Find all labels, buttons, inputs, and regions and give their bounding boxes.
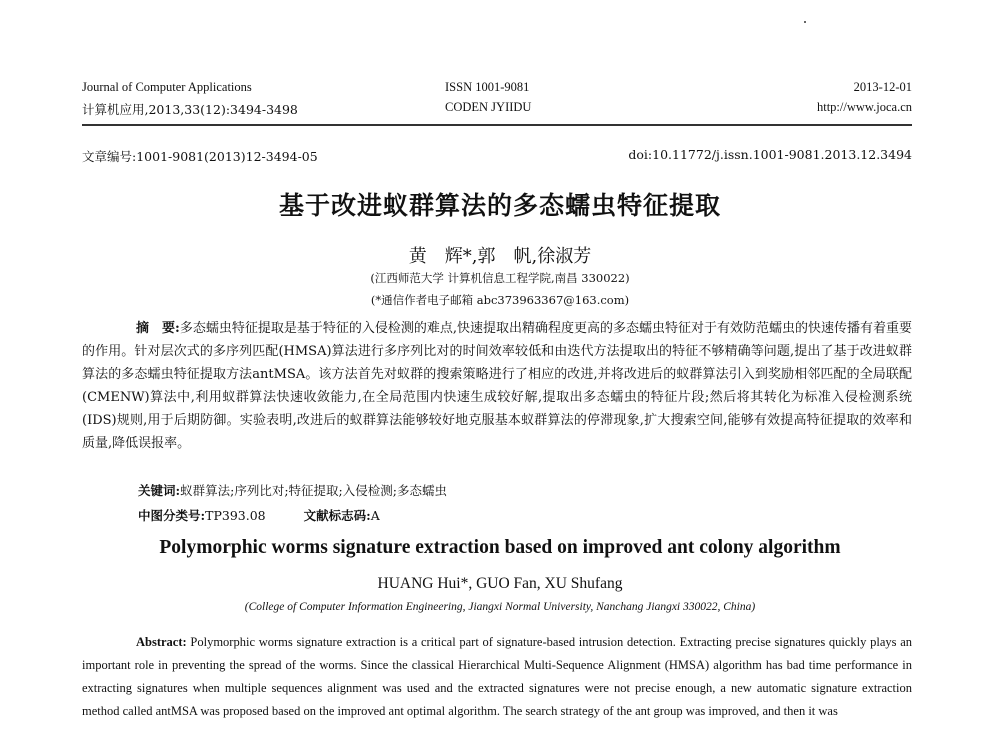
- authors-zh: 黄 辉*,郭 帆,徐淑芳: [408, 246, 592, 267]
- corresponding-email-zh: (*通信作者电子邮箱 abc373963367@163.com): [370, 293, 630, 307]
- affiliation-en: (College of Computer Information Engineering, Jiangxi Normal University, Nanchang Jiangxi 330022, China): [244, 601, 756, 613]
- classification-zh: [138, 506, 380, 524]
- scan-speck: [804, 21, 806, 23]
- doi: doi:10.11772/j.issn.1001-9081.2013.12.3494: [628, 147, 912, 162]
- abstract-en: [82, 631, 912, 723]
- abstract-zh-text: 多态蠕虫特征提取是基于特征的入侵检测的难点,快速提取出精确程度更高的多态蠕虫特征对于有效防范蠕虫的快速传播有着重要的作用。针对层次式的多序列匹配(HMSA)算法进行多序列比对的时间效率较低和由迭代方法提取出的特征不够精确等问题,提出了基于改进蚁群算法的多态蠕虫特征提取方法antMSA。该方法首先对蚁群的搜索策略进行了相应的改进,并将改进后的蚁群算法引入到奖励相邻匹配的全局联配(CMENW)算法中,利用蚁群算法快速收敛能力,在全局范围内快速生成较好解,提取出多态蠕虫的特征片段;然后将其转化为标准入侵检测系统(IDS)规则,用于后期防御。实验表明,改进后的蚁群算法能够较好地克服基本蚁群算法的停滞现象,扩大搜索空间,能够有效提高特征提取的效率和质量,降低误报率。: [82, 321, 912, 451]
- affiliation-zh: (江西师范大学 计算机信息工程学院,南昌 330022): [370, 271, 630, 285]
- keywords-zh-text: 蚁群算法;序列比对;特征提取;入侵检测;多态蠕虫: [180, 483, 447, 498]
- title-zh: 基于改进蚁群算法的多态蠕虫特征提取: [278, 191, 721, 220]
- keywords-zh: [138, 481, 447, 499]
- keywords-zh-label: 关键词:: [138, 483, 181, 498]
- pub-date: 2013-12-01: [853, 80, 912, 94]
- doc-code-label: 文献标志码:: [303, 508, 371, 523]
- header-rule: [82, 124, 912, 126]
- journal-citation-zh: 计算机应用,2013,33(12):3494-3498: [82, 102, 298, 117]
- abstract-en-text: Polymorphic worms signature extraction is a critical part of signature-based intrusion detection. Extracting precise signatures quickly plays an important role in preventing the spread of the worms. Since the classical Hierarchical Multi-Sequence Alignment (HMSA) algorithm has bad time performance in extracting signatures when multiple sequences alignment was used and the extracted signatures were not precise enough, a new automatic signature extraction method called antMSA was proposed based on the improved ant optimal algorithm. The search strategy of the ant group was improved, and then it was: [82, 635, 912, 718]
- authors-en: HUANG Hui*, GUO Fan, XU Shufang: [377, 575, 623, 592]
- issn: ISSN 1001-9081: [445, 80, 530, 94]
- title-en: Polymorphic worms signature extraction based on improved ant colony algorithm: [159, 537, 841, 558]
- coden: CODEN JYIIDU: [445, 100, 532, 114]
- journal-name-en: Journal of Computer Applications: [82, 80, 252, 94]
- abstract-zh: [82, 317, 912, 455]
- doc-code-value: A: [370, 508, 380, 523]
- journal-url: http://www.joca.cn: [816, 100, 912, 114]
- abstract-zh-label: 摘 要:: [136, 321, 180, 336]
- article-number: 文章编号:1001-9081(2013)12-3494-05: [82, 149, 318, 164]
- clc-value: TP393.08: [205, 508, 266, 523]
- abstract-en-label: Abstract:: [136, 635, 187, 649]
- clc-label: 中图分类号:: [138, 508, 206, 523]
